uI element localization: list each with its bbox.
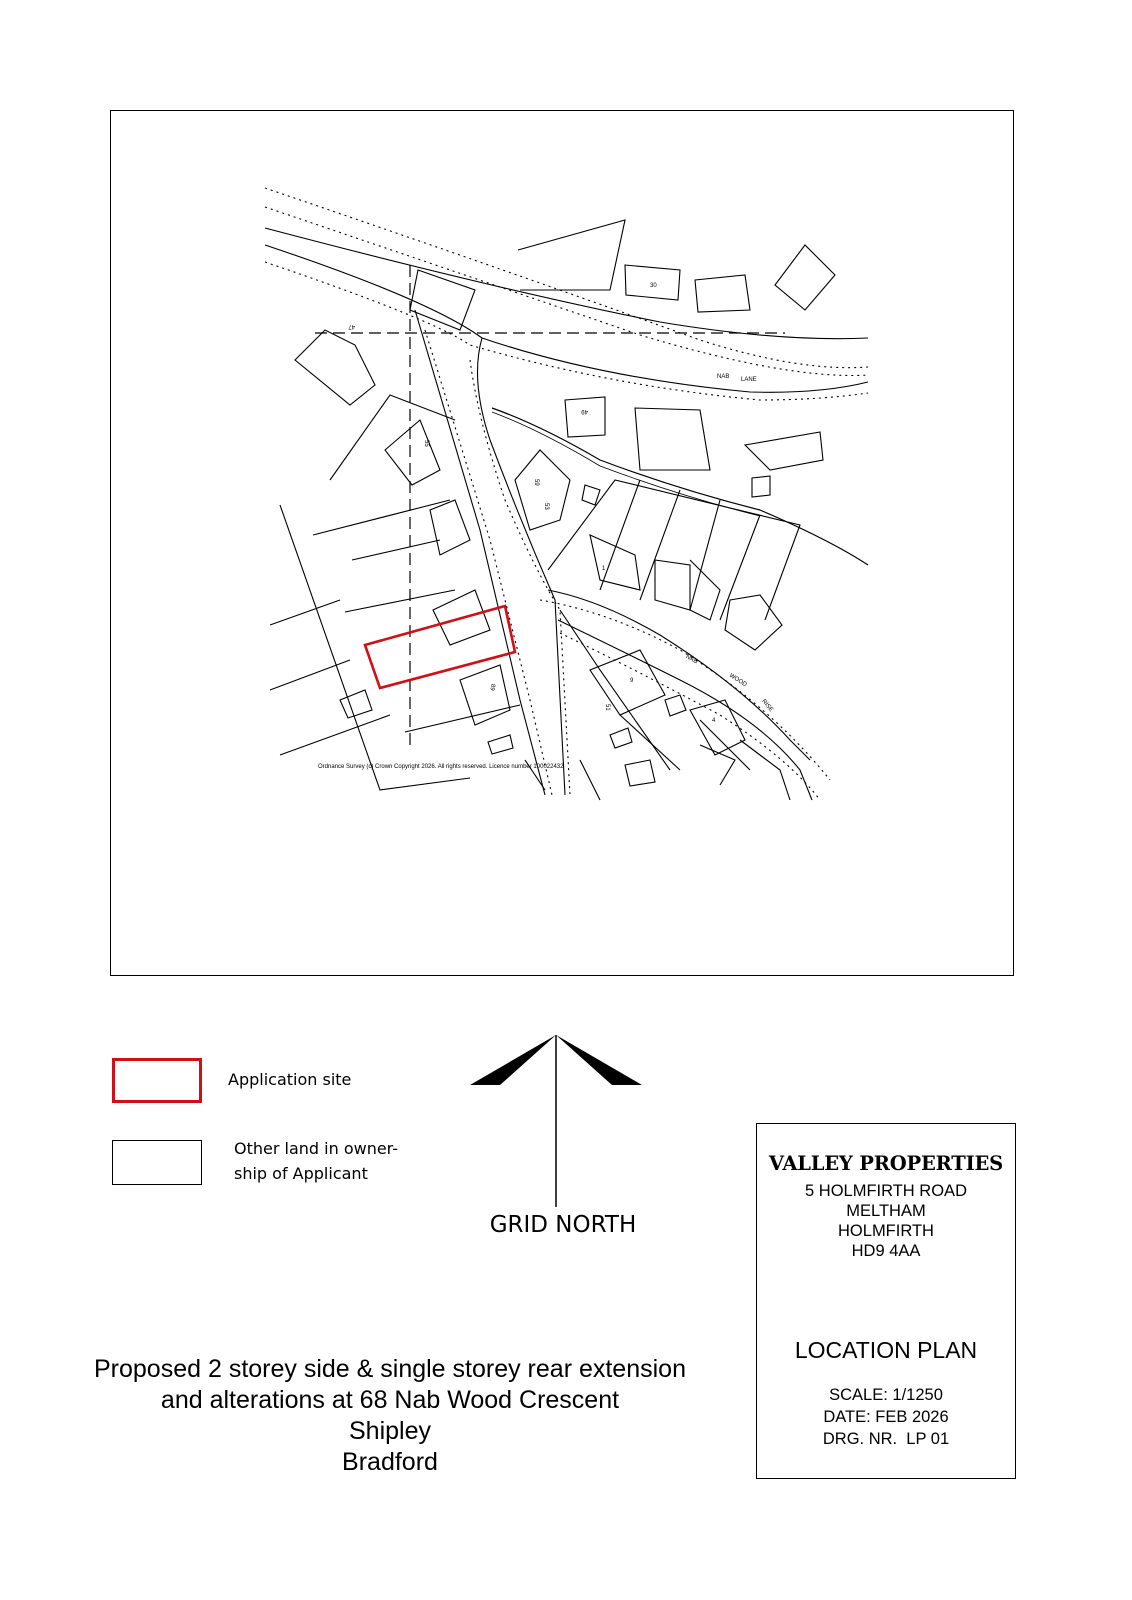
crescent-kerb-w [425,330,552,795]
company-address [757,1181,1015,1261]
legend-other-land-label [234,1136,414,1186]
house-number-53: 53 [543,503,549,510]
plan-date: DATE: FEB 2026 [823,1408,949,1426]
house-number-30: 30 [650,283,657,289]
house-number-55: 55 [423,440,429,447]
address-line-4: HD9 4AA [851,1242,921,1260]
description-line-2: and alterations at 68 Nab Wood Crescent [160,1386,620,1414]
house-number-4: 4 [712,718,716,724]
plan-scale: SCALE: 1/1250 [829,1386,943,1404]
title-block [756,1123,1016,1479]
os-copyright: Ordnance Survey (c) Crown Copyright 2026. All rights reserved. Licence number 100022432 [318,764,564,770]
legend-application-site-swatch [112,1058,202,1103]
road-label-nab-lane-2: LANE [741,377,757,383]
crescent-west-edge [415,310,545,795]
road-label-nab-wood-3: RISE [760,698,774,714]
nab-lane-kerb-3 [265,262,868,400]
address-line-3: HOLMFIRTH [838,1222,934,1240]
crescent-east-edge [478,338,566,795]
plan-details [757,1384,1015,1450]
address-line-1: 5 HOLMFIRTH ROAD [805,1182,967,1200]
description-line-3: Shipley [349,1417,431,1445]
road-label-nab-wood-2: WOOD [728,672,748,689]
nab-lane-edge-north [265,228,868,339]
plan-title: LOCATION PLAN [794,1337,978,1363]
west-boundary [280,505,470,790]
legend-other-land-swatch [112,1140,202,1185]
legend-other-land-line2: ship of Applicant [234,1164,368,1183]
road-label-nab-lane-1: NAB [717,374,730,380]
house-number-59: 59 [533,479,539,486]
drawing-number: DRG. NR. LP 01 [822,1430,950,1448]
description-line-1: Proposed 2 storey side & single storey rear extension [94,1355,686,1383]
application-site-boundary [365,606,515,688]
rise-kerb-n [540,600,830,780]
road-label-nab-wood-1: NAB [684,654,699,666]
house-number-9: 9 [630,678,634,684]
nab-lane-edge-south [265,245,868,392]
address-line-2: MELTHAM [846,1202,926,1220]
description-line-4: Bradford [342,1448,438,1476]
house-number-51: 51 [604,704,610,711]
house-number-68: 68 [490,683,498,692]
nab-lane-kerb [265,188,868,368]
project-description [60,1354,720,1478]
house-number-47: 47 [348,323,355,329]
nab-lane-kerb-2 [265,207,868,376]
company-name: VALLEY PROPERTIES [768,1152,1004,1175]
rise-north-edge [548,590,810,760]
legend-application-site-label: Application site [228,1070,352,1089]
house-number-49: 49 [581,408,588,414]
north-arrow-icon [470,1035,650,1210]
path-line [492,408,868,565]
legend-other-land-line1: Other land in owner- [234,1139,399,1158]
house-number-1: 1 [602,566,606,572]
grid-north-label: GRID NORTH [489,1212,637,1238]
